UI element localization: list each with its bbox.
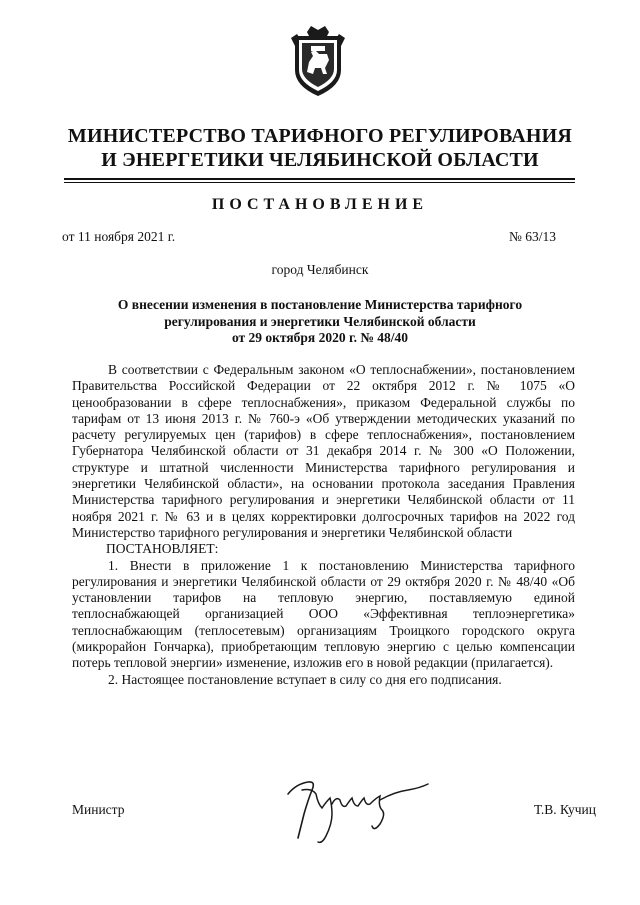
ministry-name <box>60 124 580 172</box>
document-title-line-2: регулирования и энергетики Челябинской области <box>164 313 476 329</box>
ministry-name-line-1: МИНИСТЕРСТВО ТАРИФНОГО РЕГУЛИРОВАНИЯ <box>67 125 573 147</box>
signer-name: Т.В. Кучиц <box>533 802 596 817</box>
document-type: ПОСТАНОВЛЕНИЕ <box>211 196 429 213</box>
header-divider-thin <box>64 182 575 183</box>
document-title-line-3: от 29 октября 2020 г. № 48/40 <box>231 330 409 345</box>
document-city: город Челябинск <box>271 262 369 277</box>
document-title <box>90 297 550 347</box>
document-body <box>72 362 575 688</box>
signer-role: Министр <box>72 802 125 817</box>
document-title-line-1: О внесении изменения в постановление Министерства тарифного <box>117 297 523 312</box>
header-divider-thick <box>64 178 575 180</box>
preamble-paragraph: В соответствии с Федеральным законом «О теплоснабжении», постановлением Правительства Российской Федерации от 22 октября 2012 г. № 1075 «О ценообразовании в сфере теплоснабжения», приказом Федеральной службы по тарифам от 13 июня 2013 г. № 760-э «Об утверждении методических указаний по расчету регулируемых цен (тарифов) в сфере теплоснабжения», постановлением Губернатора Челябинской области от 31 декабря 2014 г. № 300 «О Положении, структуре и штатной численности Министерства тарифного регулирования и энергетики Челябинской области», на основании протокола заседания Правления Министерства тарифного регулирования и энергетики Челябинской области от 11 ноября 2021 г. № 63 и в целях корректировки долгосрочных тарифов на 2022 год Министерство тарифного регулирования и энергетики Челябинской области <box>72 362 575 540</box>
document-date: от 11 ноября 2021 г. <box>62 229 176 244</box>
handwritten-signature <box>282 770 432 850</box>
item-2-paragraph: 2. Настоящее постановление вступает в силу со дня его подписания. <box>108 671 502 687</box>
coat-of-arms-emblem <box>287 24 349 98</box>
ministry-name-line-2: И ЭНЕРГЕТИКИ ЧЕЛЯБИНСКОЙ ОБЛАСТИ <box>101 149 539 171</box>
decree-word: ПОСТАНОВЛЯЕТ: <box>106 541 219 557</box>
document-number: № 63/13 <box>508 229 556 244</box>
item-1-paragraph: 1. Внести в приложение 1 к постановлению Министерства тарифного регулирования и энергетики Челябинской области от 29 октября 2020 г. № 48/40 «Об установлении тарифов на тепловую энергию, поставляемую единой теплоснабжающей организацией ООО «Эффективная теплоэнергетика» теплоснабжающим (теплосетевым) организациям Троицкого городского округа (микрорайон Гончарка), приобретающим тепловую энергию с целью компенсации потерь тепловой энергии» изменение, изложив его в новой редакции (прилагается). <box>72 557 575 671</box>
